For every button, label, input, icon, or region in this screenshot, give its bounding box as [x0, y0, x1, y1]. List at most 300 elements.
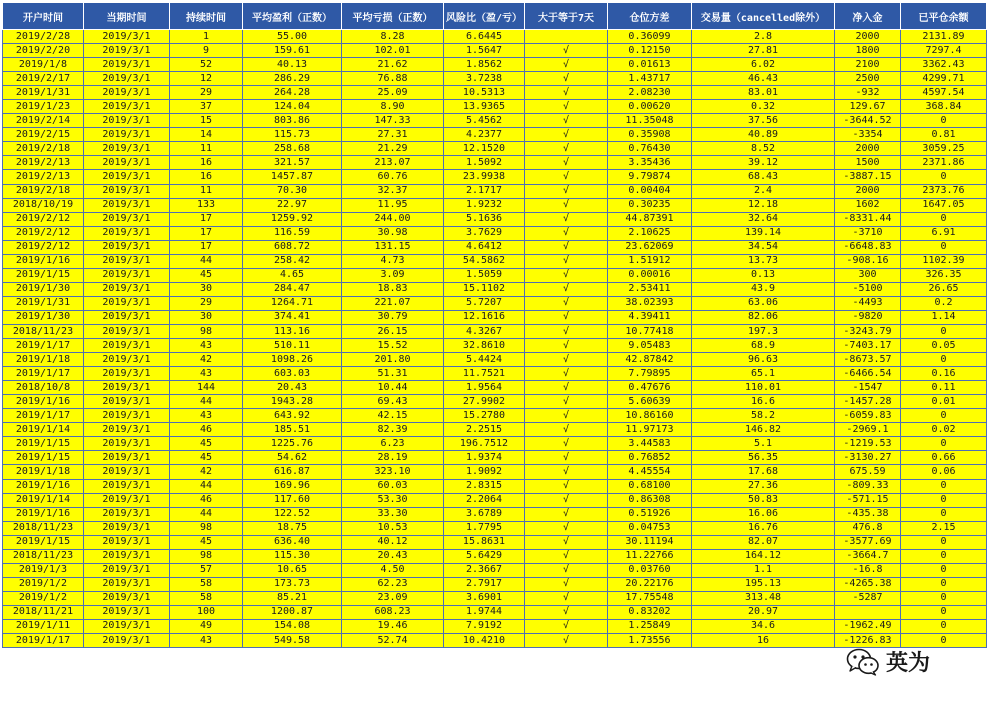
cell-risk-ratio[interactable]: 10.5313	[444, 86, 525, 100]
cell-over-7-days[interactable]: √	[525, 212, 608, 226]
cell-closed-balance[interactable]: 2131.89	[901, 30, 987, 44]
cell-avg-profit[interactable]: 1098.26	[243, 353, 342, 367]
cell-duration[interactable]: 44	[170, 254, 243, 268]
cell-net-deposit[interactable]: -5287	[835, 591, 901, 605]
cell-current-date[interactable]: 2019/3/1	[84, 30, 170, 44]
cell-net-deposit[interactable]: -435.38	[835, 507, 901, 521]
cell-duration[interactable]: 12	[170, 72, 243, 86]
col-header-position-variance[interactable]: 仓位方差	[608, 3, 692, 30]
cell-trade-volume[interactable]: 2.4	[692, 184, 835, 198]
cell-over-7-days[interactable]: √	[525, 240, 608, 254]
cell-risk-ratio[interactable]: 1.5092	[444, 156, 525, 170]
col-header-over-7-days[interactable]: 大于等于7天	[525, 3, 608, 30]
cell-duration[interactable]: 58	[170, 577, 243, 591]
cell-closed-balance[interactable]: 4299.71	[901, 72, 987, 86]
cell-open-date[interactable]: 2019/2/18	[3, 184, 84, 198]
cell-current-date[interactable]: 2019/3/1	[84, 423, 170, 437]
cell-position-variance[interactable]: 0.68100	[608, 479, 692, 493]
cell-duration[interactable]: 29	[170, 296, 243, 310]
cell-current-date[interactable]: 2019/3/1	[84, 198, 170, 212]
cell-avg-loss[interactable]: 28.19	[342, 451, 444, 465]
cell-risk-ratio[interactable]: 15.2780	[444, 409, 525, 423]
cell-closed-balance[interactable]: 3059.25	[901, 142, 987, 156]
cell-position-variance[interactable]: 2.10625	[608, 226, 692, 240]
cell-position-variance[interactable]: 0.36099	[608, 30, 692, 44]
cell-over-7-days[interactable]: √	[525, 465, 608, 479]
cell-trade-volume[interactable]: 146.82	[692, 423, 835, 437]
cell-open-date[interactable]: 2019/2/13	[3, 156, 84, 170]
cell-open-date[interactable]: 2019/1/31	[3, 86, 84, 100]
cell-avg-loss[interactable]: 33.30	[342, 507, 444, 521]
cell-risk-ratio[interactable]: 5.1636	[444, 212, 525, 226]
cell-trade-volume[interactable]: 16.06	[692, 507, 835, 521]
cell-risk-ratio[interactable]: 5.6429	[444, 549, 525, 563]
cell-avg-profit[interactable]: 55.00	[243, 30, 342, 44]
cell-over-7-days[interactable]: √	[525, 619, 608, 633]
cell-current-date[interactable]: 2019/3/1	[84, 296, 170, 310]
cell-risk-ratio[interactable]: 15.8631	[444, 535, 525, 549]
cell-current-date[interactable]: 2019/3/1	[84, 254, 170, 268]
cell-net-deposit[interactable]: -3664.7	[835, 549, 901, 563]
cell-open-date[interactable]: 2019/1/17	[3, 339, 84, 353]
cell-current-date[interactable]: 2019/3/1	[84, 44, 170, 58]
cell-trade-volume[interactable]: 27.81	[692, 44, 835, 58]
cell-avg-profit[interactable]: 116.59	[243, 226, 342, 240]
cell-closed-balance[interactable]: 0	[901, 409, 987, 423]
cell-closed-balance[interactable]: 368.84	[901, 100, 987, 114]
cell-position-variance[interactable]: 3.44583	[608, 437, 692, 451]
cell-net-deposit[interactable]: 129.67	[835, 100, 901, 114]
cell-closed-balance[interactable]: 0.66	[901, 451, 987, 465]
cell-net-deposit[interactable]: -908.16	[835, 254, 901, 268]
cell-open-date[interactable]: 2019/1/31	[3, 296, 84, 310]
cell-duration[interactable]: 57	[170, 563, 243, 577]
cell-current-date[interactable]: 2019/3/1	[84, 451, 170, 465]
cell-open-date[interactable]: 2019/2/17	[3, 72, 84, 86]
cell-duration[interactable]: 98	[170, 549, 243, 563]
cell-avg-loss[interactable]: 23.09	[342, 591, 444, 605]
cell-over-7-days[interactable]: √	[525, 86, 608, 100]
cell-avg-loss[interactable]: 53.30	[342, 493, 444, 507]
cell-open-date[interactable]: 2019/2/20	[3, 44, 84, 58]
cell-open-date[interactable]: 2019/1/2	[3, 591, 84, 605]
cell-trade-volume[interactable]: 50.83	[692, 493, 835, 507]
cell-risk-ratio[interactable]: 4.2377	[444, 128, 525, 142]
cell-over-7-days[interactable]: √	[525, 451, 608, 465]
cell-avg-loss[interactable]: 21.29	[342, 142, 444, 156]
cell-duration[interactable]: 1	[170, 30, 243, 44]
cell-position-variance[interactable]: 3.35436	[608, 156, 692, 170]
cell-trade-volume[interactable]: 5.1	[692, 437, 835, 451]
cell-closed-balance[interactable]: 0	[901, 605, 987, 619]
cell-over-7-days[interactable]: √	[525, 100, 608, 114]
cell-avg-loss[interactable]: 27.31	[342, 128, 444, 142]
cell-avg-loss[interactable]: 76.88	[342, 72, 444, 86]
cell-duration[interactable]: 37	[170, 100, 243, 114]
cell-avg-profit[interactable]: 643.92	[243, 409, 342, 423]
cell-risk-ratio[interactable]: 1.9744	[444, 605, 525, 619]
cell-position-variance[interactable]: 0.03760	[608, 563, 692, 577]
cell-duration[interactable]: 42	[170, 353, 243, 367]
cell-net-deposit[interactable]: 2000	[835, 142, 901, 156]
cell-open-date[interactable]: 2019/2/12	[3, 226, 84, 240]
cell-avg-loss[interactable]: 30.79	[342, 310, 444, 324]
cell-risk-ratio[interactable]: 1.9232	[444, 198, 525, 212]
cell-avg-loss[interactable]: 244.00	[342, 212, 444, 226]
cell-position-variance[interactable]: 11.35048	[608, 114, 692, 128]
cell-duration[interactable]: 43	[170, 634, 243, 648]
cell-avg-profit[interactable]: 1457.87	[243, 170, 342, 184]
cell-position-variance[interactable]: 44.87391	[608, 212, 692, 226]
cell-net-deposit[interactable]	[835, 605, 901, 619]
cell-position-variance[interactable]: 1.25849	[608, 619, 692, 633]
cell-closed-balance[interactable]: 0	[901, 507, 987, 521]
cell-net-deposit[interactable]: 1800	[835, 44, 901, 58]
cell-net-deposit[interactable]: -7403.17	[835, 339, 901, 353]
cell-avg-profit[interactable]: 510.11	[243, 339, 342, 353]
cell-over-7-days[interactable]: √	[525, 142, 608, 156]
cell-current-date[interactable]: 2019/3/1	[84, 409, 170, 423]
cell-trade-volume[interactable]: 27.36	[692, 479, 835, 493]
cell-position-variance[interactable]: 4.39411	[608, 310, 692, 324]
cell-over-7-days[interactable]: √	[525, 395, 608, 409]
cell-net-deposit[interactable]: -4493	[835, 296, 901, 310]
cell-over-7-days[interactable]: √	[525, 634, 608, 648]
cell-current-date[interactable]: 2019/3/1	[84, 381, 170, 395]
cell-avg-loss[interactable]: 15.52	[342, 339, 444, 353]
cell-current-date[interactable]: 2019/3/1	[84, 212, 170, 226]
cell-closed-balance[interactable]: 4597.54	[901, 86, 987, 100]
cell-avg-loss[interactable]: 10.44	[342, 381, 444, 395]
cell-avg-profit[interactable]: 258.68	[243, 142, 342, 156]
col-header-current-date[interactable]: 当期时间	[84, 3, 170, 30]
cell-duration[interactable]: 43	[170, 409, 243, 423]
cell-net-deposit[interactable]: 1500	[835, 156, 901, 170]
cell-duration[interactable]: 144	[170, 381, 243, 395]
cell-current-date[interactable]: 2019/3/1	[84, 282, 170, 296]
cell-closed-balance[interactable]: 3362.43	[901, 58, 987, 72]
cell-risk-ratio[interactable]: 3.6789	[444, 507, 525, 521]
cell-trade-volume[interactable]: 34.6	[692, 619, 835, 633]
cell-avg-profit[interactable]: 117.60	[243, 493, 342, 507]
cell-closed-balance[interactable]: 6.91	[901, 226, 987, 240]
cell-risk-ratio[interactable]: 12.1520	[444, 142, 525, 156]
cell-current-date[interactable]: 2019/3/1	[84, 549, 170, 563]
cell-closed-balance[interactable]: 0	[901, 479, 987, 493]
cell-current-date[interactable]: 2019/3/1	[84, 563, 170, 577]
cell-avg-loss[interactable]: 4.50	[342, 563, 444, 577]
cell-net-deposit[interactable]: -1962.49	[835, 619, 901, 633]
cell-open-date[interactable]: 2019/1/2	[3, 577, 84, 591]
cell-avg-loss[interactable]: 3.09	[342, 268, 444, 282]
cell-net-deposit[interactable]: -1226.83	[835, 634, 901, 648]
cell-open-date[interactable]: 2019/2/12	[3, 240, 84, 254]
cell-current-date[interactable]: 2019/3/1	[84, 521, 170, 535]
cell-closed-balance[interactable]: 0	[901, 563, 987, 577]
cell-net-deposit[interactable]: 2000	[835, 30, 901, 44]
cell-duration[interactable]: 133	[170, 198, 243, 212]
cell-position-variance[interactable]: 2.53411	[608, 282, 692, 296]
cell-net-deposit[interactable]: -571.15	[835, 493, 901, 507]
cell-over-7-days[interactable]: √	[525, 128, 608, 142]
cell-net-deposit[interactable]: -4265.38	[835, 577, 901, 591]
col-header-trade-volume[interactable]: 交易量（cancelled除外）	[692, 3, 835, 30]
cell-closed-balance[interactable]: 0	[901, 212, 987, 226]
cell-over-7-days[interactable]: √	[525, 409, 608, 423]
cell-trade-volume[interactable]: 68.43	[692, 170, 835, 184]
cell-net-deposit[interactable]: -8673.57	[835, 353, 901, 367]
cell-net-deposit[interactable]: -3130.27	[835, 451, 901, 465]
cell-current-date[interactable]: 2019/3/1	[84, 100, 170, 114]
cell-position-variance[interactable]: 10.77418	[608, 324, 692, 338]
cell-duration[interactable]: 100	[170, 605, 243, 619]
cell-over-7-days[interactable]: √	[525, 479, 608, 493]
cell-avg-profit[interactable]: 154.08	[243, 619, 342, 633]
cell-open-date[interactable]: 2018/11/21	[3, 605, 84, 619]
cell-trade-volume[interactable]: 0.13	[692, 268, 835, 282]
cell-net-deposit[interactable]: -8331.44	[835, 212, 901, 226]
cell-over-7-days[interactable]: √	[525, 521, 608, 535]
col-header-open-date[interactable]: 开户时间	[3, 3, 84, 30]
cell-position-variance[interactable]: 17.75548	[608, 591, 692, 605]
cell-position-variance[interactable]: 0.30235	[608, 198, 692, 212]
cell-closed-balance[interactable]: 0.16	[901, 367, 987, 381]
cell-current-date[interactable]: 2019/3/1	[84, 184, 170, 198]
cell-position-variance[interactable]: 0.35908	[608, 128, 692, 142]
cell-open-date[interactable]: 2019/2/18	[3, 142, 84, 156]
cell-trade-volume[interactable]: 13.73	[692, 254, 835, 268]
cell-avg-profit[interactable]: 374.41	[243, 310, 342, 324]
cell-current-date[interactable]: 2019/3/1	[84, 591, 170, 605]
cell-avg-profit[interactable]: 124.04	[243, 100, 342, 114]
cell-position-variance[interactable]: 23.62069	[608, 240, 692, 254]
cell-risk-ratio[interactable]: 2.8315	[444, 479, 525, 493]
cell-risk-ratio[interactable]: 1.9564	[444, 381, 525, 395]
cell-avg-loss[interactable]: 147.33	[342, 114, 444, 128]
cell-position-variance[interactable]: 0.51926	[608, 507, 692, 521]
cell-open-date[interactable]: 2019/1/11	[3, 619, 84, 633]
cell-position-variance[interactable]: 20.22176	[608, 577, 692, 591]
cell-closed-balance[interactable]: 0.11	[901, 381, 987, 395]
cell-avg-loss[interactable]: 323.10	[342, 465, 444, 479]
cell-risk-ratio[interactable]: 10.4210	[444, 634, 525, 648]
cell-risk-ratio[interactable]: 2.7917	[444, 577, 525, 591]
cell-trade-volume[interactable]: 313.48	[692, 591, 835, 605]
cell-risk-ratio[interactable]: 5.7207	[444, 296, 525, 310]
cell-position-variance[interactable]: 10.86160	[608, 409, 692, 423]
cell-avg-loss[interactable]: 11.95	[342, 198, 444, 212]
cell-current-date[interactable]: 2019/3/1	[84, 268, 170, 282]
cell-duration[interactable]: 14	[170, 128, 243, 142]
cell-duration[interactable]: 49	[170, 619, 243, 633]
cell-net-deposit[interactable]: 1602	[835, 198, 901, 212]
cell-net-deposit[interactable]: -9820	[835, 310, 901, 324]
cell-over-7-days[interactable]: √	[525, 282, 608, 296]
cell-closed-balance[interactable]: 0	[901, 591, 987, 605]
cell-over-7-days[interactable]: √	[525, 156, 608, 170]
cell-avg-profit[interactable]: 616.87	[243, 465, 342, 479]
cell-trade-volume[interactable]: 39.12	[692, 156, 835, 170]
cell-net-deposit[interactable]: -2969.1	[835, 423, 901, 437]
col-header-avg-profit[interactable]: 平均盈利（正数）	[243, 3, 342, 30]
cell-risk-ratio[interactable]: 2.1717	[444, 184, 525, 198]
cell-avg-profit[interactable]: 85.21	[243, 591, 342, 605]
cell-current-date[interactable]: 2019/3/1	[84, 605, 170, 619]
cell-trade-volume[interactable]: 20.97	[692, 605, 835, 619]
cell-avg-loss[interactable]: 8.90	[342, 100, 444, 114]
cell-avg-profit[interactable]: 70.30	[243, 184, 342, 198]
cell-current-date[interactable]: 2019/3/1	[84, 619, 170, 633]
cell-current-date[interactable]: 2019/3/1	[84, 493, 170, 507]
cell-trade-volume[interactable]: 68.9	[692, 339, 835, 353]
col-header-closed-balance[interactable]: 已平仓余额	[901, 3, 987, 30]
cell-open-date[interactable]: 2019/1/16	[3, 395, 84, 409]
cell-trade-volume[interactable]: 82.06	[692, 310, 835, 324]
cell-avg-profit[interactable]: 1943.28	[243, 395, 342, 409]
cell-duration[interactable]: 45	[170, 535, 243, 549]
cell-position-variance[interactable]: 9.79874	[608, 170, 692, 184]
cell-net-deposit[interactable]: -3710	[835, 226, 901, 240]
cell-trade-volume[interactable]: 0.32	[692, 100, 835, 114]
cell-closed-balance[interactable]: 0	[901, 324, 987, 338]
cell-closed-balance[interactable]: 0.81	[901, 128, 987, 142]
cell-position-variance[interactable]: 5.60639	[608, 395, 692, 409]
cell-avg-profit[interactable]: 608.72	[243, 240, 342, 254]
cell-duration[interactable]: 15	[170, 114, 243, 128]
cell-risk-ratio[interactable]: 3.7238	[444, 72, 525, 86]
cell-net-deposit[interactable]: -1219.53	[835, 437, 901, 451]
cell-open-date[interactable]: 2019/1/17	[3, 409, 84, 423]
cell-over-7-days[interactable]: √	[525, 170, 608, 184]
cell-closed-balance[interactable]: 1.14	[901, 310, 987, 324]
cell-net-deposit[interactable]: 2100	[835, 58, 901, 72]
cell-duration[interactable]: 29	[170, 86, 243, 100]
cell-duration[interactable]: 44	[170, 395, 243, 409]
cell-over-7-days[interactable]: √	[525, 44, 608, 58]
cell-open-date[interactable]: 2019/1/17	[3, 634, 84, 648]
cell-over-7-days[interactable]: √	[525, 58, 608, 72]
cell-duration[interactable]: 46	[170, 493, 243, 507]
cell-current-date[interactable]: 2019/3/1	[84, 156, 170, 170]
cell-position-variance[interactable]: 4.45554	[608, 465, 692, 479]
cell-duration[interactable]: 17	[170, 240, 243, 254]
cell-over-7-days[interactable]: √	[525, 339, 608, 353]
cell-risk-ratio[interactable]: 3.6901	[444, 591, 525, 605]
cell-current-date[interactable]: 2019/3/1	[84, 72, 170, 86]
cell-trade-volume[interactable]: 37.56	[692, 114, 835, 128]
cell-avg-profit[interactable]: 549.58	[243, 634, 342, 648]
cell-open-date[interactable]: 2019/2/28	[3, 30, 84, 44]
cell-position-variance[interactable]: 0.00404	[608, 184, 692, 198]
cell-avg-profit[interactable]: 258.42	[243, 254, 342, 268]
cell-over-7-days[interactable]: √	[525, 198, 608, 212]
cell-closed-balance[interactable]: 0.02	[901, 423, 987, 437]
cell-avg-profit[interactable]: 40.13	[243, 58, 342, 72]
cell-closed-balance[interactable]: 0	[901, 114, 987, 128]
cell-position-variance[interactable]: 38.02393	[608, 296, 692, 310]
cell-position-variance[interactable]: 0.04753	[608, 521, 692, 535]
cell-open-date[interactable]: 2019/1/17	[3, 367, 84, 381]
cell-avg-profit[interactable]: 173.73	[243, 577, 342, 591]
cell-avg-profit[interactable]: 1259.92	[243, 212, 342, 226]
cell-duration[interactable]: 43	[170, 339, 243, 353]
cell-net-deposit[interactable]: -16.8	[835, 563, 901, 577]
cell-duration[interactable]: 11	[170, 184, 243, 198]
cell-avg-loss[interactable]: 42.15	[342, 409, 444, 423]
cell-duration[interactable]: 17	[170, 212, 243, 226]
cell-over-7-days[interactable]: √	[525, 296, 608, 310]
cell-current-date[interactable]: 2019/3/1	[84, 142, 170, 156]
cell-open-date[interactable]: 2019/2/12	[3, 212, 84, 226]
cell-current-date[interactable]: 2019/3/1	[84, 226, 170, 240]
cell-duration[interactable]: 9	[170, 44, 243, 58]
cell-net-deposit[interactable]: -3354	[835, 128, 901, 142]
cell-trade-volume[interactable]: 43.9	[692, 282, 835, 296]
cell-open-date[interactable]: 2019/1/15	[3, 535, 84, 549]
cell-risk-ratio[interactable]: 2.2064	[444, 493, 525, 507]
cell-risk-ratio[interactable]: 4.6412	[444, 240, 525, 254]
cell-over-7-days[interactable]: √	[525, 324, 608, 338]
cell-closed-balance[interactable]: 0	[901, 170, 987, 184]
cell-current-date[interactable]: 2019/3/1	[84, 395, 170, 409]
cell-avg-profit[interactable]: 22.97	[243, 198, 342, 212]
cell-closed-balance[interactable]: 326.35	[901, 268, 987, 282]
cell-trade-volume[interactable]: 46.43	[692, 72, 835, 86]
cell-avg-profit[interactable]: 284.47	[243, 282, 342, 296]
cell-avg-loss[interactable]: 10.53	[342, 521, 444, 535]
cell-over-7-days[interactable]: √	[525, 381, 608, 395]
cell-over-7-days[interactable]: √	[525, 268, 608, 282]
cell-closed-balance[interactable]: 0	[901, 240, 987, 254]
cell-trade-volume[interactable]: 16.76	[692, 521, 835, 535]
cell-trade-volume[interactable]: 96.63	[692, 353, 835, 367]
cell-avg-loss[interactable]: 60.03	[342, 479, 444, 493]
cell-closed-balance[interactable]: 7297.4	[901, 44, 987, 58]
cell-current-date[interactable]: 2019/3/1	[84, 507, 170, 521]
cell-trade-volume[interactable]: 139.14	[692, 226, 835, 240]
cell-trade-volume[interactable]: 40.89	[692, 128, 835, 142]
cell-current-date[interactable]: 2019/3/1	[84, 465, 170, 479]
cell-current-date[interactable]: 2019/3/1	[84, 479, 170, 493]
cell-trade-volume[interactable]: 16.6	[692, 395, 835, 409]
cell-trade-volume[interactable]: 16	[692, 634, 835, 648]
cell-net-deposit[interactable]: -3577.69	[835, 535, 901, 549]
cell-avg-profit[interactable]: 1264.71	[243, 296, 342, 310]
cell-avg-profit[interactable]: 20.43	[243, 381, 342, 395]
cell-avg-loss[interactable]: 30.98	[342, 226, 444, 240]
cell-current-date[interactable]: 2019/3/1	[84, 58, 170, 72]
cell-risk-ratio[interactable]: 1.5647	[444, 44, 525, 58]
cell-closed-balance[interactable]: 0.05	[901, 339, 987, 353]
cell-net-deposit[interactable]: 300	[835, 268, 901, 282]
cell-current-date[interactable]: 2019/3/1	[84, 535, 170, 549]
cell-trade-volume[interactable]: 58.2	[692, 409, 835, 423]
cell-closed-balance[interactable]: 0	[901, 549, 987, 563]
cell-net-deposit[interactable]: -5100	[835, 282, 901, 296]
cell-avg-profit[interactable]: 18.75	[243, 521, 342, 535]
cell-duration[interactable]: 11	[170, 142, 243, 156]
cell-avg-profit[interactable]: 122.52	[243, 507, 342, 521]
cell-trade-volume[interactable]: 2.8	[692, 30, 835, 44]
cell-duration[interactable]: 45	[170, 451, 243, 465]
cell-over-7-days[interactable]: √	[525, 437, 608, 451]
cell-net-deposit[interactable]: 2000	[835, 184, 901, 198]
cell-trade-volume[interactable]: 17.68	[692, 465, 835, 479]
cell-avg-loss[interactable]: 20.43	[342, 549, 444, 563]
cell-over-7-days[interactable]: √	[525, 549, 608, 563]
cell-position-variance[interactable]: 1.51912	[608, 254, 692, 268]
cell-avg-loss[interactable]: 69.43	[342, 395, 444, 409]
